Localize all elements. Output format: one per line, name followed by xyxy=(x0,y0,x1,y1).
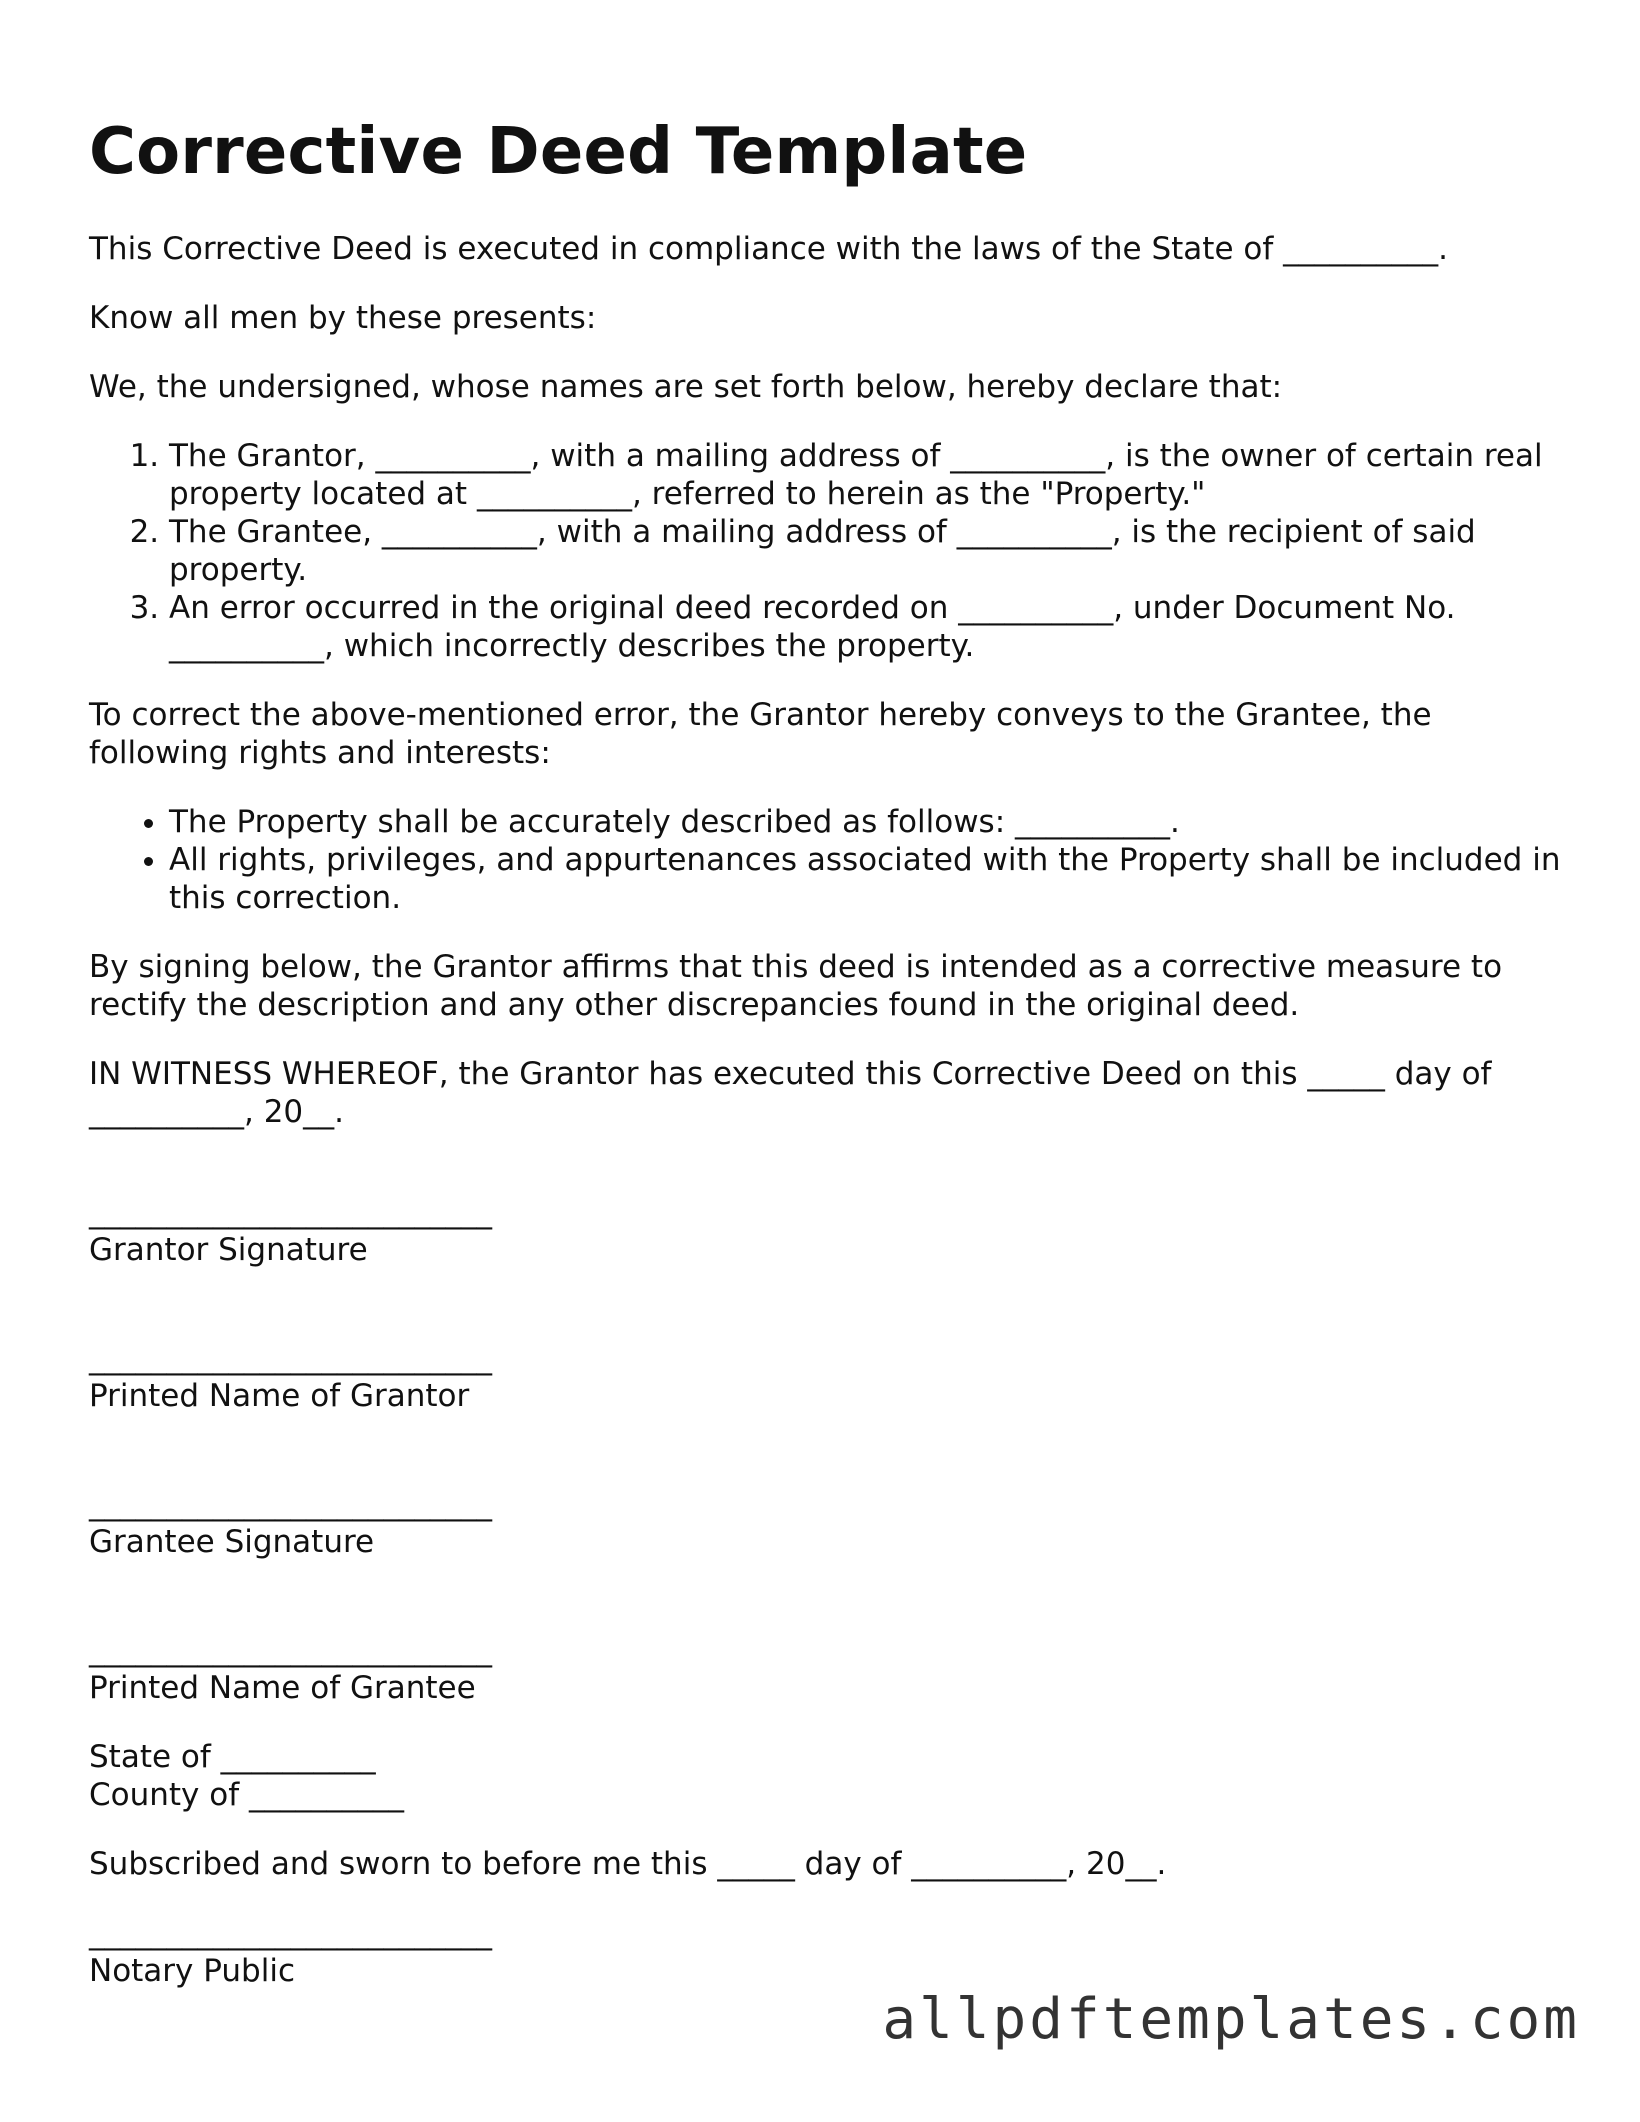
notary-venue-block xyxy=(89,1738,1569,1814)
grantor-printed-line: __________________________ xyxy=(89,1340,492,1376)
grantee-signature-label: Grantee Signature xyxy=(89,1524,375,1560)
notary-public-label: Notary Public xyxy=(89,1953,295,1989)
grantee-printed-label: Printed Name of Grantee xyxy=(89,1670,476,1706)
numbered-list xyxy=(89,437,1569,665)
grantee-printed-line: __________________________ xyxy=(89,1632,492,1668)
numbered-item-error: 3. An error occurred in the original deed recorded on __________, under Document No. __________, which incorrectly describes the property. xyxy=(169,589,1569,665)
notary-signature-block xyxy=(89,1914,1569,1990)
notary-county: County of __________ xyxy=(89,1777,404,1813)
affirmation-paragraph: By signing below, the Grantor affirms that this deed is intended as a corrective measure to rectify the description and any other discrepancies found in the original deed. xyxy=(89,949,1503,1023)
grantor-printed-name-block xyxy=(89,1339,1569,1415)
footer-brand-watermark: allpdftemplates.com xyxy=(882,1987,1580,2052)
grantor-signature-label: Grantor Signature xyxy=(89,1232,368,1268)
bullet-item-description: • The Property shall be accurately described as follows: __________. xyxy=(169,803,1569,841)
document-title: Corrective Deed Template xyxy=(89,115,1028,189)
intro-paragraph: This Corrective Deed is executed in compliance with the laws of the State of __________. xyxy=(89,231,1448,267)
grantee-signature-line: __________________________ xyxy=(89,1486,492,1522)
grantee-signature-block xyxy=(89,1485,1569,1561)
numbered-item-grantee: 2. The Grantee, __________, with a mailing address of __________, is the recipient of said property. xyxy=(169,513,1569,589)
notary-signature-line: __________________________ xyxy=(89,1915,492,1951)
notary-sworn-paragraph: Subscribed and sworn to before me this _____ day of __________, 20__. xyxy=(89,1846,1167,1882)
document-body xyxy=(89,230,1569,1990)
correction-intro-paragraph: To correct the above-mentioned error, the Grantor hereby conveys to the Grantee, the following rights and interests: xyxy=(89,697,1432,771)
grantor-signature-block xyxy=(89,1193,1569,1269)
numbered-item-grantor: 1. The Grantor, __________, with a mailing address of __________, is the owner of certain real property located at __________, referred to herein as the "Property." xyxy=(169,437,1569,513)
grantee-printed-name-block xyxy=(89,1631,1569,1707)
grantor-printed-label: Printed Name of Grantor xyxy=(89,1378,470,1414)
bullet-item-rights: • All rights, privileges, and appurtenances associated with the Property shall be included in this correction. xyxy=(169,841,1569,917)
declaration-paragraph: We, the undersigned, whose names are set forth below, hereby declare that: xyxy=(89,369,1283,405)
know-all-paragraph: Know all men by these presents: xyxy=(89,300,597,336)
notary-state: State of __________ xyxy=(89,1739,376,1775)
bullet-list xyxy=(89,803,1569,917)
grantor-signature-line: __________________________ xyxy=(89,1194,492,1230)
witness-paragraph: IN WITNESS WHEREOF, the Grantor has executed this Corrective Deed on this _____ day of __________, 20__. xyxy=(89,1056,1492,1130)
